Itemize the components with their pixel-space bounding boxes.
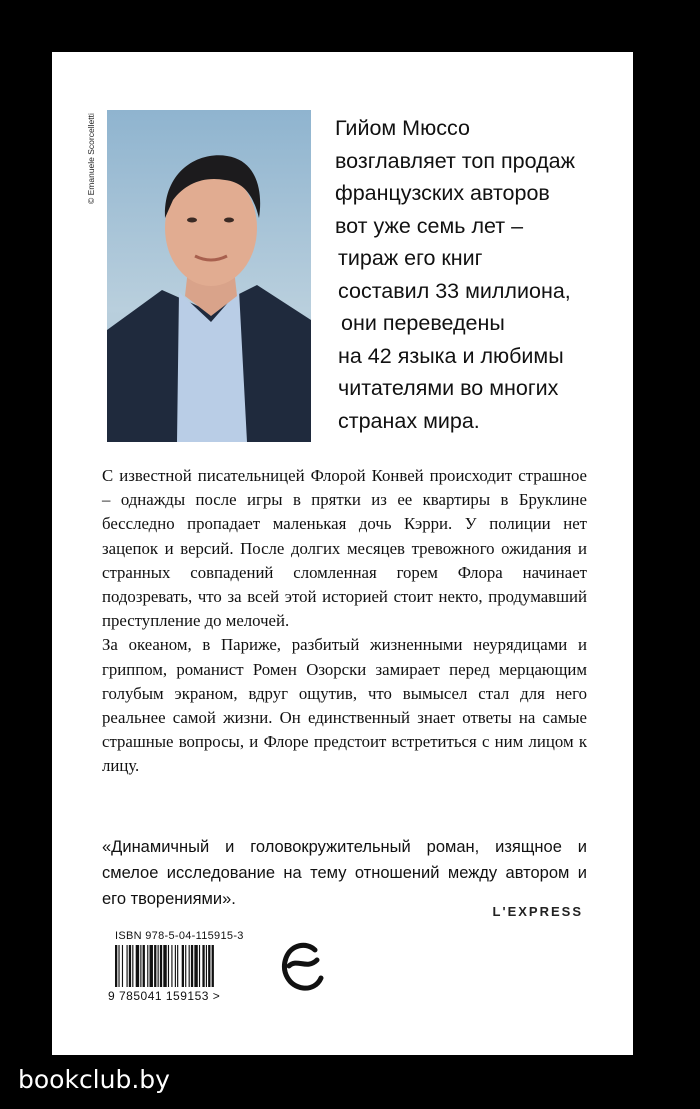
- barcode-bar: [143, 945, 145, 987]
- barcode-bar: [171, 945, 172, 987]
- book-back-cover: [52, 52, 633, 1055]
- barcode-bar: [163, 945, 166, 987]
- barcode-bar: [140, 945, 141, 987]
- barcode-bar: [154, 945, 156, 987]
- bio-line: читателями во многих: [338, 376, 559, 400]
- barcode-bar: [136, 945, 139, 987]
- barcode-digits: 9 785041 159153 >: [108, 989, 221, 1003]
- quote-source: L'EXPRESS: [492, 904, 583, 919]
- bio-line: вот уже семь лет –: [335, 213, 524, 238]
- watermark: bookclub.by: [18, 1065, 170, 1094]
- bio-line: французских авторов: [335, 181, 550, 205]
- barcode-bar: [202, 945, 204, 987]
- barcode-bar: [150, 945, 153, 987]
- blurb-paragraph: За океаном, в Париже, разбитый жизненными неурядицами и гриппом, романист Ромен Озорски замирает перед мерцающим голубым экраном, вдруг ощутив, что вымысел стал для него реальнее самой жизни. Он единственный знает ответы на самые страшные вопросы, и Флоре предстоит встретиться с ним лицом к лицу.: [102, 635, 587, 776]
- author-bio: [332, 112, 622, 437]
- barcode: [115, 945, 250, 987]
- barcode-bar: [115, 945, 117, 987]
- book-blurb: [102, 464, 587, 779]
- bio-line: они переведены: [341, 311, 505, 335]
- barcode-bar: [212, 945, 214, 987]
- photo-credit: © Emanuele Scorcelletti: [86, 113, 96, 204]
- barcode-bar: [122, 945, 123, 987]
- bio-line: тираж его книг: [338, 246, 483, 270]
- barcode-bar: [175, 945, 176, 987]
- eksmo-e-icon: [281, 940, 325, 992]
- barcode-bar: [160, 945, 162, 987]
- barcode-bar: [189, 945, 190, 987]
- bio-line: на 42 языка и любимы: [338, 343, 564, 368]
- blurb-paragraph: С известной писательницей Флорой Конвей происходит страшное – однажды после игры в прятки из ее квартиры в Бруклине бесследно пропадает маленькая дочь Кэрри. У полиции нет зацепок и версий. После долгих месяцев тревожного ожидания и странных совпадений сломленная горем Флора начинает подозревать, что за всей этой историей стоит некто, продумавший преступление до мелочей.: [102, 466, 587, 631]
- barcode-bar: [168, 945, 169, 987]
- barcode-bar: [147, 945, 148, 987]
- press-quote: «Динамичный и головокружительный роман, изящное и смелое исследование на тему отношений между автором и его творениями».: [102, 838, 587, 908]
- barcode-bar: [208, 945, 210, 987]
- barcode-bar: [132, 945, 133, 987]
- bio-line: Гийом Мюссо: [335, 116, 470, 140]
- barcode-bar: [158, 945, 159, 987]
- bio-line: возглавляет топ продаж: [335, 148, 575, 173]
- barcode-bar: [206, 945, 207, 987]
- barcode-bar: [199, 945, 200, 987]
- barcode-bar: [127, 945, 128, 987]
- author-photo: [107, 110, 311, 442]
- barcode-bar: [191, 945, 193, 987]
- isbn-label: ISBN 978-5-04-115915-3: [115, 930, 244, 942]
- bio-line: составил 33 миллиона,: [338, 278, 571, 303]
- barcode-bar: [177, 945, 178, 987]
- barcode-bar: [118, 945, 119, 987]
- barcode-bar: [185, 945, 186, 987]
- bio-line: странах мира.: [338, 408, 480, 433]
- barcode-bar: [129, 945, 131, 987]
- barcode-bar: [194, 945, 197, 987]
- barcode-bar: [182, 945, 184, 987]
